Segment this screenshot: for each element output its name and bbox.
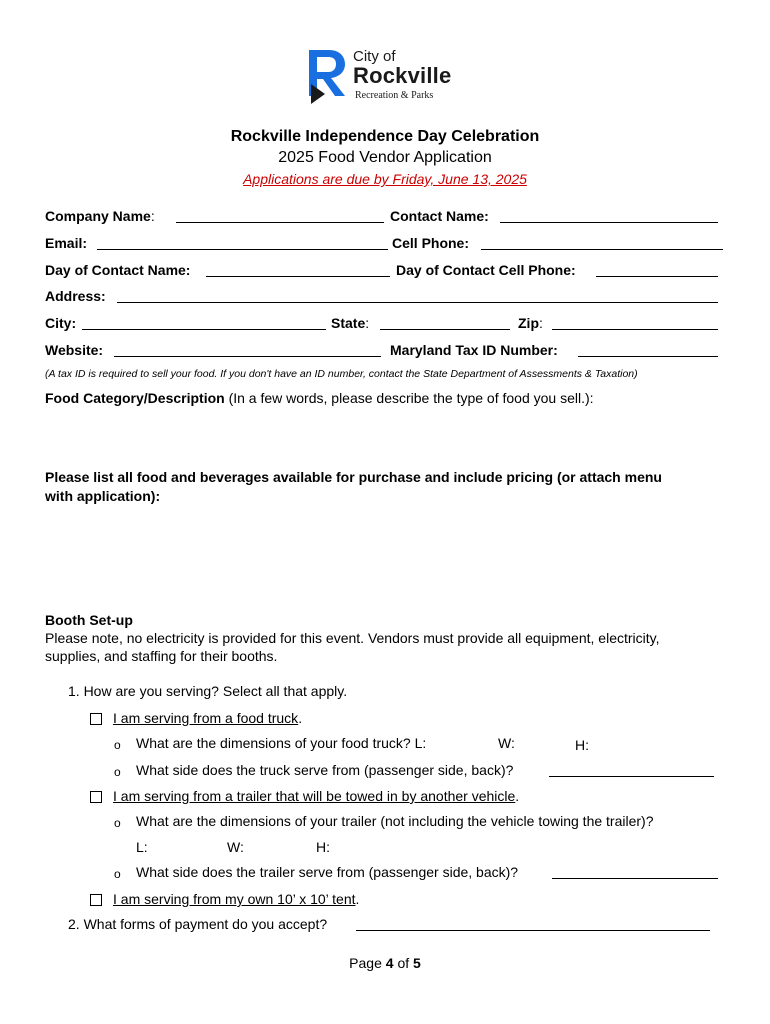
trailer-side-question: What side does the trailer serve from (passenger side, back)?	[136, 864, 519, 880]
email-field[interactable]	[97, 249, 388, 250]
email-label: Email:	[45, 235, 88, 251]
state-colon: :	[365, 315, 370, 331]
food-truck-checkbox[interactable]	[90, 713, 102, 725]
page-total: 5	[413, 955, 421, 971]
payment-forms-field[interactable]	[356, 930, 710, 931]
due-date-notice: Applications are due by Friday, June 13, 2025	[243, 171, 527, 187]
question-1: 1. How are you serving? Select all that apply.	[68, 683, 348, 699]
food-truck-period: .	[298, 710, 303, 726]
logo-recreation-parks: Recreation & Parks	[355, 90, 434, 101]
zip-text: Zip	[518, 315, 539, 331]
menu-list-prompt-line2: with application):	[45, 488, 161, 504]
logo	[305, 44, 475, 108]
food-category-prompt	[45, 390, 594, 406]
tent-checkbox[interactable]	[90, 894, 102, 906]
booth-note-line1: Please note, no electricity is provided for this event. Vendors must provide all equipment, electricity,	[45, 630, 660, 646]
truck-width-label: W:	[498, 735, 515, 751]
food-category-answer-area[interactable]	[45, 410, 725, 460]
day-contact-name-label: Day of Contact Name:	[45, 262, 191, 278]
page-of: of	[393, 955, 414, 971]
bullet-truck-side: o	[114, 765, 121, 779]
trailer-period: .	[515, 788, 520, 804]
trailer-side-field[interactable]	[552, 878, 718, 879]
company-name-label	[45, 208, 155, 224]
address-label: Address:	[45, 288, 106, 304]
logo-city-of: City of	[353, 48, 396, 65]
food-truck-option	[113, 710, 302, 726]
food-category-label: Food Category/Description	[45, 390, 225, 406]
website-field[interactable]	[114, 356, 381, 357]
tax-id-field[interactable]	[578, 356, 718, 357]
page-current: 4	[385, 955, 394, 971]
state-label	[331, 315, 369, 331]
tent-period: .	[355, 891, 360, 907]
truck-side-field[interactable]	[549, 776, 714, 777]
tax-id-label: Maryland Tax ID Number:	[390, 342, 558, 358]
day-contact-cell-field[interactable]	[596, 276, 718, 277]
truck-height-label: H:	[575, 737, 589, 753]
booth-note-line2: supplies, and staffing for their booths.	[45, 648, 278, 664]
bullet-trailer-side: o	[114, 867, 121, 881]
trailer-length-label: L:	[136, 839, 148, 855]
trailer-height-label: H:	[316, 839, 330, 855]
cell-phone-field[interactable]	[481, 249, 723, 250]
zip-colon: :	[539, 315, 543, 331]
trailer-label: I am serving from a trailer that will be towed in by another vehicle	[113, 788, 516, 804]
contact-name-field[interactable]	[500, 222, 718, 223]
contact-name-label: Contact Name:	[390, 208, 489, 224]
food-truck-label: I am serving from a food truck	[113, 710, 299, 726]
truck-side-question: What side does the truck serve from (passenger side, back)?	[136, 762, 514, 778]
zip-field[interactable]	[552, 329, 718, 330]
website-label: Website:	[45, 342, 104, 358]
cell-phone-label: Cell Phone:	[392, 235, 470, 251]
truck-dimensions-question: What are the dimensions of your food truck? L:	[136, 735, 427, 751]
menu-list-answer-area[interactable]	[45, 508, 725, 608]
trailer-checkbox[interactable]	[90, 791, 102, 803]
state-field[interactable]	[380, 329, 510, 330]
bullet-truck-dims: o	[114, 738, 121, 752]
day-contact-name-field[interactable]	[206, 276, 390, 277]
company-name-text: Company Name	[45, 208, 151, 224]
city-field[interactable]	[82, 329, 326, 330]
address-field[interactable]	[117, 302, 718, 303]
question-2: 2. What forms of payment do you accept?	[68, 916, 328, 932]
city-label: City:	[45, 315, 77, 331]
page-word: Page	[349, 955, 386, 971]
state-text: State	[331, 315, 366, 331]
logo-rockville: Rockville	[353, 63, 452, 88]
zip-label	[518, 315, 543, 331]
page-number	[0, 955, 770, 971]
bullet-trailer-dims: o	[114, 816, 121, 830]
trailer-dimensions-question: What are the dimensions of your trailer (not including the vehicle towing the trailer)?	[136, 813, 654, 829]
trailer-option	[113, 788, 519, 804]
rockville-r-mark-icon	[305, 44, 351, 106]
booth-setup-heading: Booth Set-up	[45, 612, 133, 628]
tent-label: I am serving from my own 10’ x 10’ tent	[113, 891, 356, 907]
company-name-colon: :	[150, 208, 155, 224]
menu-list-prompt-line1: Please list all food and beverages available for purchase and include pricing (or attach menu	[45, 469, 662, 485]
page-subtitle: 2025 Food Vendor Application	[278, 149, 492, 166]
tent-option	[113, 891, 359, 907]
food-category-hint: (In a few words, please describe the type of food you sell.):	[224, 390, 594, 406]
page-title: Rockville Independence Day Celebration	[230, 128, 540, 145]
company-name-field[interactable]	[176, 222, 384, 223]
trailer-width-label: W:	[227, 839, 244, 855]
tax-id-note: (A tax ID is required to sell your food. If you don't have an ID number, contact the State Department of Assessments & Taxation)	[45, 368, 638, 380]
day-contact-cell-label: Day of Contact Cell Phone:	[396, 262, 576, 278]
